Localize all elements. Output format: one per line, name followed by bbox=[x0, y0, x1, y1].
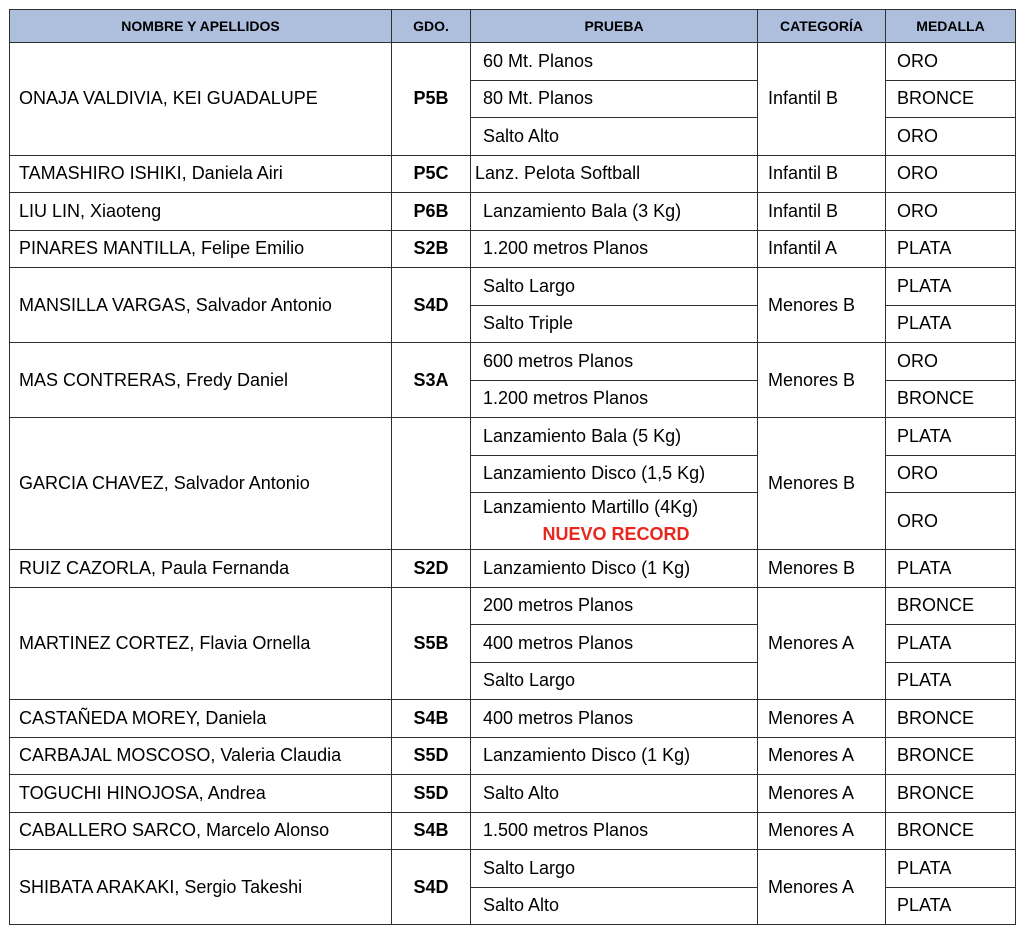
medal-cell: ORO bbox=[886, 343, 1016, 381]
event-name: Lanzamiento Bala (3 Kg) bbox=[483, 200, 682, 221]
event-name: 1.200 metros Planos bbox=[483, 388, 649, 409]
athlete-name: PINARES MANTILLA, Felipe Emilio bbox=[10, 230, 392, 268]
table-row bbox=[10, 737, 1016, 775]
athlete-name: LIU LIN, Xiaoteng bbox=[10, 193, 392, 231]
event-cell bbox=[471, 662, 758, 700]
medal-cell: ORO bbox=[886, 493, 1016, 550]
table-row bbox=[10, 193, 1016, 231]
table-row bbox=[10, 550, 1016, 588]
medal-cell: PLATA bbox=[886, 625, 1016, 663]
header-name: NOMBRE Y APELLIDOS bbox=[10, 10, 392, 43]
header-gdo: GDO. bbox=[392, 10, 471, 43]
medal-cell: BRONCE bbox=[886, 812, 1016, 850]
medal-cell: ORO bbox=[886, 193, 1016, 231]
event-cell bbox=[471, 887, 758, 925]
event-name: Salto Largo bbox=[483, 857, 576, 878]
table-row bbox=[10, 850, 1016, 888]
event-name: Lanzamiento Disco (1 Kg) bbox=[483, 557, 691, 578]
athlete-name: CABALLERO SARCO, Marcelo Alonso bbox=[10, 812, 392, 850]
event-name: Lanzamiento Bala (5 Kg) bbox=[483, 425, 682, 446]
category-cell: Menores B bbox=[758, 550, 886, 588]
medal-cell: BRONCE bbox=[886, 700, 1016, 738]
medal-cell: ORO bbox=[886, 43, 1016, 81]
event-cell bbox=[471, 550, 758, 588]
medal-cell: BRONCE bbox=[886, 380, 1016, 418]
event-cell bbox=[471, 305, 758, 343]
grade-cell: S2D bbox=[392, 550, 471, 588]
event-name: Lanz. Pelota Softball bbox=[475, 163, 641, 184]
athlete-name: RUIZ CAZORLA, Paula Fernanda bbox=[10, 550, 392, 588]
category-cell: Infantil B bbox=[758, 155, 886, 193]
results-table bbox=[9, 9, 1016, 925]
medal-cell: BRONCE bbox=[886, 80, 1016, 118]
header-medalla: MEDALLA bbox=[886, 10, 1016, 43]
event-cell bbox=[471, 418, 758, 456]
event-name: Salto Triple bbox=[483, 313, 574, 334]
header-categoria: CATEGORÍA bbox=[758, 10, 886, 43]
medal-cell: ORO bbox=[886, 455, 1016, 493]
category-cell: Menores A bbox=[758, 812, 886, 850]
event-name: Salto Largo bbox=[483, 670, 576, 691]
event-name: Lanzamiento Disco (1 Kg) bbox=[483, 745, 691, 766]
table-row bbox=[10, 230, 1016, 268]
medal-cell: ORO bbox=[886, 155, 1016, 193]
event-name: 600 metros Planos bbox=[483, 350, 634, 371]
event-name: Lanzamiento Disco (1,5 Kg) bbox=[483, 463, 706, 484]
athlete-name: GARCIA CHAVEZ, Salvador Antonio bbox=[10, 418, 392, 550]
table-row bbox=[10, 587, 1016, 625]
event-cell bbox=[471, 43, 758, 81]
event-name: 200 metros Planos bbox=[483, 595, 634, 616]
medal-cell: ORO bbox=[886, 118, 1016, 156]
athlete-name: MARTINEZ CORTEZ, Flavia Ornella bbox=[10, 587, 392, 700]
event-cell bbox=[471, 343, 758, 381]
grade-cell: S4B bbox=[392, 812, 471, 850]
table-row bbox=[10, 343, 1016, 381]
athlete-name: CARBAJAL MOSCOSO, Valeria Claudia bbox=[10, 737, 392, 775]
event-name: Salto Alto bbox=[483, 125, 560, 146]
header-row bbox=[10, 10, 1016, 43]
medal-cell: PLATA bbox=[886, 230, 1016, 268]
event-cell bbox=[471, 625, 758, 663]
medal-cell: BRONCE bbox=[886, 587, 1016, 625]
athlete-name: SHIBATA ARAKAKI, Sergio Takeshi bbox=[10, 850, 392, 925]
medal-cell: PLATA bbox=[886, 418, 1016, 456]
event-cell bbox=[471, 850, 758, 888]
grade-cell: S5D bbox=[392, 737, 471, 775]
category-cell: Infantil B bbox=[758, 193, 886, 231]
event-name: Lanzamiento Martillo (4Kg) bbox=[483, 497, 699, 517]
athlete-name: TOGUCHI HINOJOSA, Andrea bbox=[10, 775, 392, 813]
event-cell bbox=[471, 268, 758, 306]
event-name: 1.200 metros Planos bbox=[483, 238, 649, 259]
event-name: 1.500 metros Planos bbox=[483, 820, 649, 841]
grade-cell: S5B bbox=[392, 587, 471, 700]
medal-cell: PLATA bbox=[886, 662, 1016, 700]
athlete-name: CASTAÑEDA MOREY, Daniela bbox=[10, 700, 392, 738]
results-body bbox=[10, 43, 1016, 925]
event-cell bbox=[471, 587, 758, 625]
athlete-name: MANSILLA VARGAS, Salvador Antonio bbox=[10, 268, 392, 343]
grade-cell: P5B bbox=[392, 43, 471, 156]
category-cell: Menores A bbox=[758, 587, 886, 700]
grade-cell: P6B bbox=[392, 193, 471, 231]
event-cell bbox=[471, 812, 758, 850]
grade-cell: S4D bbox=[392, 850, 471, 925]
event-name: 400 metros Planos bbox=[483, 707, 634, 728]
category-cell: Infantil B bbox=[758, 43, 886, 156]
medal-cell: PLATA bbox=[886, 887, 1016, 925]
header-prueba: PRUEBA bbox=[471, 10, 758, 43]
table-row bbox=[10, 268, 1016, 306]
grade-cell: P5C bbox=[392, 155, 471, 193]
category-cell: Menores B bbox=[758, 343, 886, 418]
category-cell: Menores A bbox=[758, 737, 886, 775]
event-name: 60 Mt. Planos bbox=[483, 50, 594, 71]
medal-cell: PLATA bbox=[886, 268, 1016, 306]
event-cell bbox=[471, 700, 758, 738]
medal-cell: BRONCE bbox=[886, 737, 1016, 775]
event-name: 400 metros Planos bbox=[483, 632, 634, 653]
event-cell bbox=[471, 193, 758, 231]
event-name: Salto Largo bbox=[483, 275, 576, 296]
event-name: Salto Alto bbox=[483, 782, 560, 803]
event-cell bbox=[471, 80, 758, 118]
table-row bbox=[10, 700, 1016, 738]
grade-cell: S5D bbox=[392, 775, 471, 813]
event-cell bbox=[471, 118, 758, 156]
table-row bbox=[10, 775, 1016, 813]
grade-cell: S2B bbox=[392, 230, 471, 268]
grade-cell: S4B bbox=[392, 700, 471, 738]
category-cell: Menores B bbox=[758, 268, 886, 343]
event-name: 80 Mt. Planos bbox=[483, 88, 594, 109]
event-cell bbox=[471, 155, 758, 193]
category-cell: Menores B bbox=[758, 418, 886, 550]
athlete-name: TAMASHIRO ISHIKI, Daniela Airi bbox=[10, 155, 392, 193]
category-cell: Infantil A bbox=[758, 230, 886, 268]
medal-cell: PLATA bbox=[886, 850, 1016, 888]
medal-cell: BRONCE bbox=[886, 775, 1016, 813]
grade-cell bbox=[392, 418, 471, 550]
grade-cell: S3A bbox=[392, 343, 471, 418]
category-cell: Menores A bbox=[758, 700, 886, 738]
table-row bbox=[10, 812, 1016, 850]
athlete-name: ONAJA VALDIVIA, KEI GUADALUPE bbox=[10, 43, 392, 156]
category-cell: Menores A bbox=[758, 775, 886, 813]
table-row bbox=[10, 418, 1016, 456]
event-name: Salto Alto bbox=[483, 895, 560, 916]
category-cell: Menores A bbox=[758, 850, 886, 925]
grade-cell: S4D bbox=[392, 268, 471, 343]
event-cell bbox=[471, 737, 758, 775]
event-cell bbox=[471, 380, 758, 418]
record-note: NUEVO RECORD bbox=[542, 524, 690, 544]
medal-cell: PLATA bbox=[886, 305, 1016, 343]
athlete-name: MAS CONTRERAS, Fredy Daniel bbox=[10, 343, 392, 418]
table-row bbox=[10, 43, 1016, 81]
event-cell bbox=[471, 230, 758, 268]
event-cell bbox=[471, 775, 758, 813]
event-cell bbox=[471, 493, 758, 550]
event-cell bbox=[471, 455, 758, 493]
table-row bbox=[10, 155, 1016, 193]
medal-cell: PLATA bbox=[886, 550, 1016, 588]
